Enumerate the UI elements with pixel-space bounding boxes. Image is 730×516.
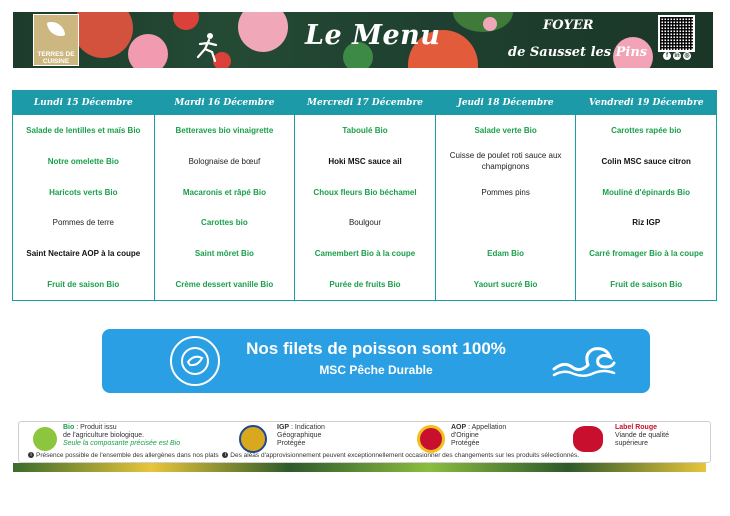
social-links bbox=[663, 52, 691, 60]
menu-dish: Salade de lentilles et maïs Bio bbox=[26, 125, 141, 135]
menu-dish: Hoki MSC sauce ail bbox=[328, 156, 402, 166]
cherry-decoration bbox=[173, 12, 199, 30]
label-rouge-icon bbox=[573, 426, 603, 452]
day-header: Vendredi 19 Décembre bbox=[576, 91, 716, 115]
menu-dish: Saint môret Bio bbox=[194, 249, 254, 259]
menu-dish: Riz IGP bbox=[632, 218, 661, 228]
day-header: Jeudi 18 Décembre bbox=[436, 91, 576, 115]
facebook-icon[interactable]: f bbox=[663, 52, 671, 60]
legend-notes bbox=[28, 452, 579, 459]
label-rouge-legend bbox=[615, 424, 669, 448]
bio-note: Seule la composante précisée est Bio bbox=[63, 440, 181, 447]
igp-seal-icon bbox=[239, 425, 267, 453]
aop-legend bbox=[451, 424, 506, 448]
igp-legend bbox=[277, 424, 325, 448]
menu-dish: Edam Bio bbox=[487, 249, 525, 259]
weekly-menu-table bbox=[12, 90, 717, 301]
menu-dish: Fruit de saison Bio bbox=[610, 280, 683, 290]
bio-text: : Produit issu bbox=[74, 424, 117, 431]
day-header: Lundi 15 Décembre bbox=[13, 91, 154, 115]
label-rouge-text: Viande de qualité bbox=[615, 432, 669, 439]
menu-dish: Betteraves bio vinaigrette bbox=[175, 125, 274, 135]
msc-headline: Nos filets de poisson sont 100% bbox=[246, 339, 506, 358]
terres-de-cuisine-logo bbox=[33, 14, 79, 66]
wave-icon bbox=[550, 343, 616, 379]
menu-dish: Camembert Bio à la coupe bbox=[314, 249, 416, 259]
info-icon: i bbox=[28, 452, 34, 458]
msc-banner bbox=[102, 329, 650, 393]
label-rouge-title: Label Rouge bbox=[615, 424, 658, 431]
header-banner bbox=[13, 12, 713, 68]
bio-text: de l'agriculture biologique. bbox=[63, 432, 145, 439]
igp-text: : Indication bbox=[289, 424, 325, 431]
leaf-icon bbox=[47, 20, 66, 39]
linkedin-icon[interactable]: in bbox=[674, 53, 680, 59]
menu-dish: Crème dessert vanille Bio bbox=[175, 280, 274, 290]
radish-decoration bbox=[483, 17, 497, 31]
runner-icon bbox=[188, 32, 228, 62]
aop-title: AOP bbox=[451, 424, 467, 431]
instagram-icon[interactable]: ◎ bbox=[684, 53, 690, 59]
foyer-label: FOYER bbox=[543, 18, 594, 33]
day-header: Mercredi 17 Décembre bbox=[295, 91, 435, 115]
tomato-decoration bbox=[73, 12, 133, 58]
aop-text: d'Origine bbox=[451, 432, 479, 439]
igp-title: IGP bbox=[277, 424, 290, 431]
radish-decoration bbox=[128, 34, 168, 68]
menu-dish: Taboulé Bio bbox=[342, 125, 388, 135]
menu-dish: Carré fromager Bio à la coupe bbox=[589, 249, 704, 259]
menu-dish: Pommes pins bbox=[481, 187, 530, 197]
msc-subline: MSC Pêche Durable bbox=[319, 363, 433, 377]
menu-dish: Haricots verts Bio bbox=[49, 187, 118, 197]
radish-decoration bbox=[238, 12, 288, 52]
menu-dish: Boulgour bbox=[348, 218, 381, 228]
menu-dish: Pommes de terre bbox=[52, 218, 114, 228]
day-header: Mardi 16 Décembre bbox=[155, 91, 295, 115]
supply-note: Des aléas d'approvisionnement peuvent exceptionnellement occasionner des changements sur les produits sélectionnés. bbox=[230, 452, 580, 459]
menu-dish: Notre omelette Bio bbox=[47, 156, 119, 166]
allergen-note: Présence possible de l'ensemble des allergènes dans nos plats bbox=[36, 452, 219, 459]
day-column bbox=[13, 91, 154, 300]
menu-dish: Salade verte Bio bbox=[474, 125, 537, 135]
label-rouge-text: supérieure bbox=[615, 440, 649, 447]
logo-text: TERRES DE CUISINE bbox=[37, 51, 75, 65]
bio-title: Bio bbox=[63, 424, 75, 431]
aop-text: : Appellation bbox=[466, 424, 507, 431]
day-column bbox=[294, 91, 435, 300]
menu-dish: Cuisse de poulet roti sauce aux champignons bbox=[449, 151, 562, 172]
day-column bbox=[154, 91, 295, 300]
page-title: Le Menu bbox=[305, 20, 441, 51]
igp-text: Protégée bbox=[277, 440, 306, 447]
menu-dish: Saint Nectaire AOP à la coupe bbox=[26, 249, 141, 259]
menu-dish: Carottes rapée bio bbox=[611, 125, 682, 135]
menu-dish: Fruit de saison Bio bbox=[47, 280, 120, 290]
menu-dish bbox=[436, 207, 576, 238]
igp-text: Géographique bbox=[277, 432, 322, 439]
info-icon: i bbox=[222, 452, 228, 458]
bio-leaf-icon bbox=[33, 427, 57, 451]
menu-dish: Mouliné d'épinards Bio bbox=[602, 187, 691, 197]
aop-seal-icon bbox=[417, 425, 445, 453]
aop-text: Protégée bbox=[451, 440, 480, 447]
menu-dish: Carottes bio bbox=[201, 218, 248, 228]
menu-dish: Colin MSC sauce citron bbox=[601, 156, 691, 166]
location-label: de Sausset les Pins bbox=[508, 45, 648, 60]
menu-dish: Bolognaise de bœuf bbox=[188, 156, 261, 166]
day-column bbox=[575, 91, 716, 300]
menu-dish: Yaourt sucré Bio bbox=[473, 280, 538, 290]
qr-code[interactable] bbox=[658, 15, 695, 52]
menu-dish: Macaronis et râpé Bio bbox=[182, 187, 266, 197]
menu-dish: Choux fleurs Bio béchamel bbox=[313, 187, 417, 197]
day-column bbox=[435, 91, 576, 300]
bio-legend bbox=[63, 424, 180, 448]
decorative-strip bbox=[13, 463, 706, 472]
menu-dish: Purée de fruits Bio bbox=[329, 280, 401, 290]
